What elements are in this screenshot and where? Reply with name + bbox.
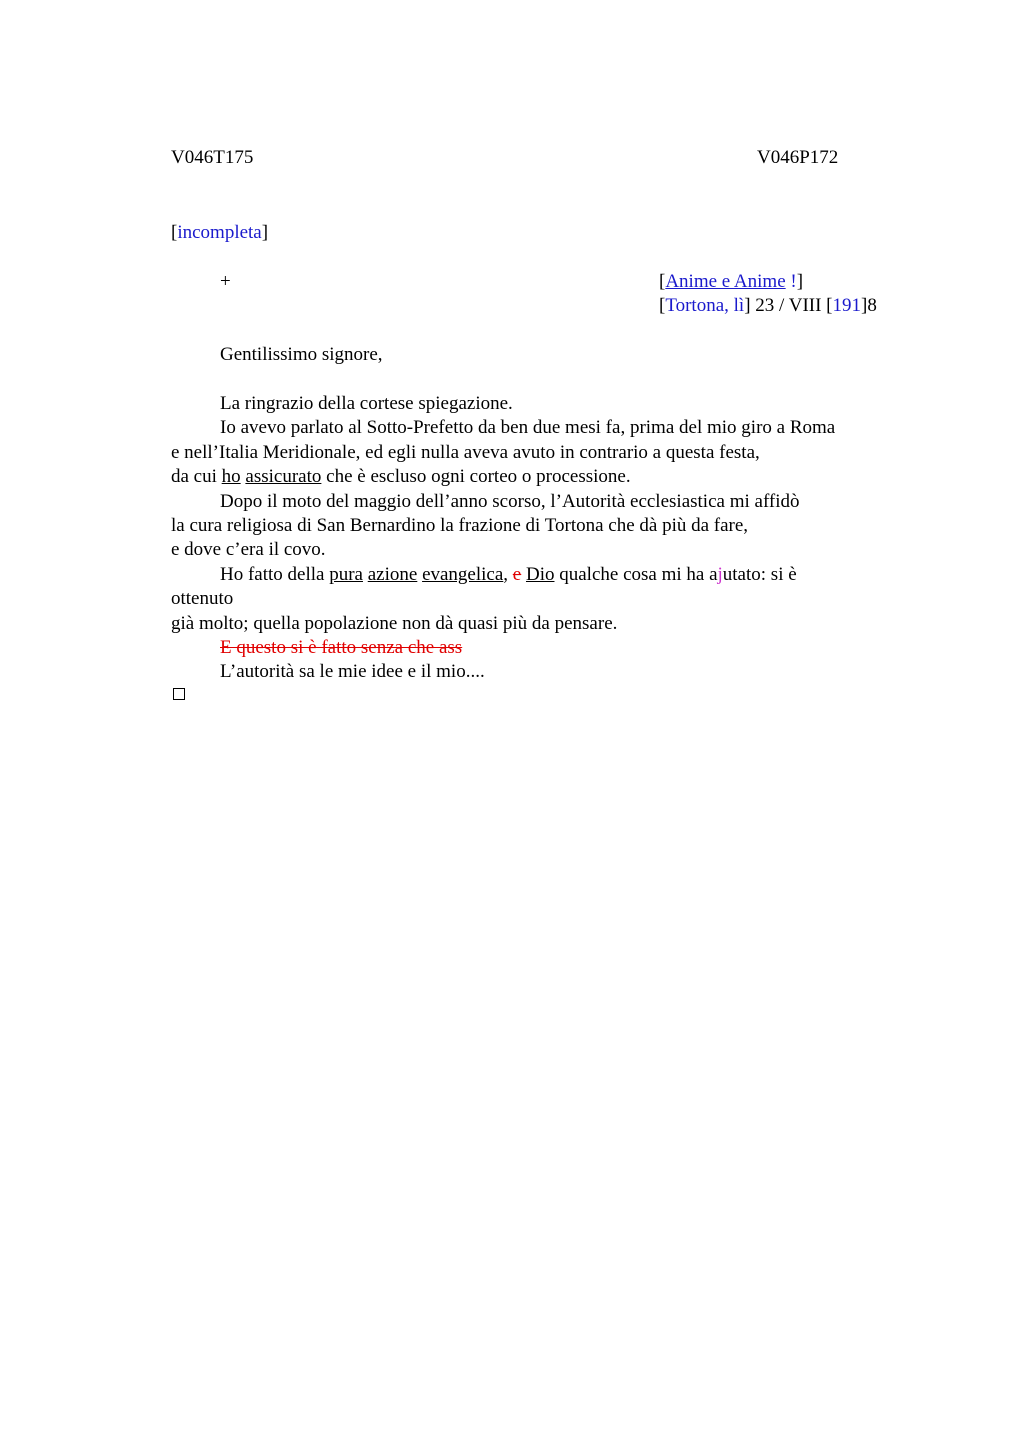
text: utato: si è [722, 563, 797, 585]
document-code-right: V046P172 [757, 147, 839, 168]
underlined-word: azione [367, 563, 418, 585]
date-part: ] 23 / VIII [ [744, 295, 833, 316]
salutation: Gentilissimo signore, [220, 344, 383, 365]
deleted-word: e [512, 563, 522, 585]
body-line: Dopo il moto del maggio dell’anno scorso, l’Autorità ecclesiastica mi affidò [220, 490, 800, 512]
text: che è escluso ogni corteo o processione. [321, 466, 631, 488]
completeness-note [171, 221, 268, 245]
body-line: L’autorità sa le mie idee e il mio.... [220, 661, 485, 683]
body-line: e nell’Italia Meridionale, ed egli nulla aveva avuto in contrario a questa festa, [171, 441, 760, 463]
letterhead-link[interactable]: Anime e Anime [665, 271, 786, 292]
text: , [503, 563, 513, 585]
bracket-open: [ [171, 222, 178, 243]
text: Ho fatto della [220, 563, 330, 585]
exclamation: ! [790, 271, 797, 292]
bracket-close: ] [796, 271, 804, 292]
corrected-letter: j [717, 563, 723, 585]
body-line: la cura religiosa di San Bernardino la frazione di Tortona che dà più da fare, [171, 515, 749, 537]
place: Tortona, lì [665, 295, 745, 316]
bracket-open: [ [659, 271, 666, 292]
underlined-word: assicurato [245, 466, 322, 488]
letter-place-date [659, 294, 877, 318]
body-line: ottenuto [171, 588, 234, 610]
underlined-word: pura [329, 563, 363, 585]
end-marker-box [173, 688, 185, 700]
body-line: Io avevo parlato al Sotto-Prefetto da ben due mesi fa, prima del mio giro a Roma [220, 417, 836, 439]
year-supplied: 191 [832, 295, 862, 316]
cross-symbol: + [220, 271, 231, 292]
underlined-word: ho [221, 466, 241, 488]
body-line [171, 465, 911, 489]
letterhead-title [659, 270, 803, 294]
deleted-line: E questo si è fatto senza che ass [220, 637, 463, 659]
status-label: incompleta [177, 222, 262, 243]
body-line: La ringrazio della cortese spiegazione. [220, 393, 513, 414]
body-line: e dove c’era il covo. [171, 539, 326, 561]
underlined-word: Dio [525, 563, 555, 585]
letter-body [171, 392, 911, 685]
document-code-left: V046T175 [171, 147, 254, 168]
body-line: già molto; quella popolazione non dà quasi più da pensare. [171, 612, 618, 634]
date-end: ]8 [861, 295, 877, 316]
body-line [171, 636, 911, 660]
bracket-open: [ [659, 295, 666, 316]
text: da cui [171, 466, 222, 488]
body-line [171, 563, 911, 587]
text: qualche cosa mi ha a [554, 563, 718, 585]
bracket-close: ] [261, 222, 269, 243]
underlined-word: evangelica [422, 563, 504, 585]
